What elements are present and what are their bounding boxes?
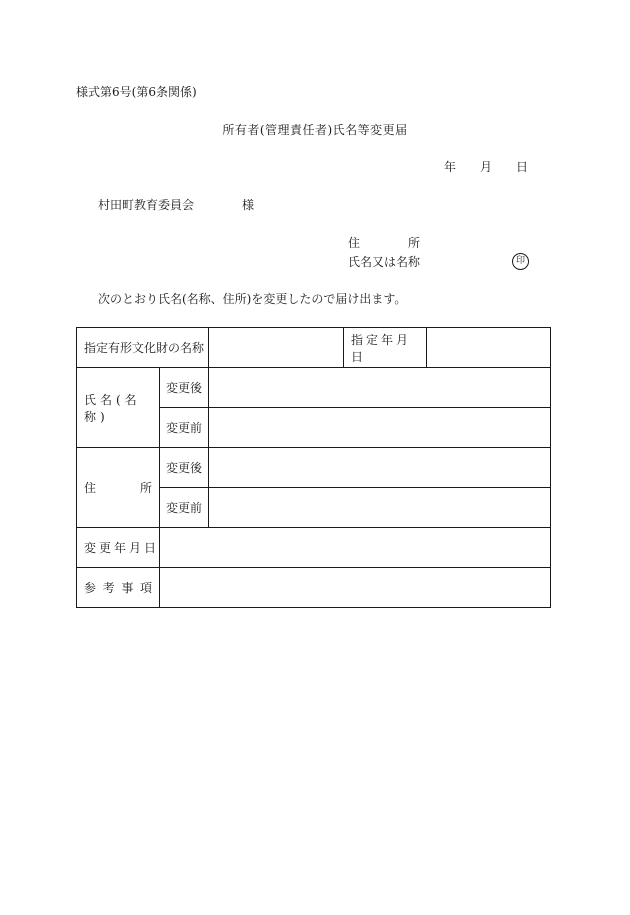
date-year-label: 年 (444, 160, 457, 174)
remarks-label-char-4: 項 (139, 581, 152, 595)
name-after-label: 変更後 (160, 368, 209, 408)
designation-date-text: 指定年月日 (351, 332, 412, 364)
address-label-char-1: 住 (84, 481, 97, 495)
date-month-label: 月 (480, 160, 493, 174)
applicant-address-label (348, 237, 420, 249)
name-label-text: 氏名(名称) (84, 392, 141, 424)
asset-name-label: 指定有形文化財の名称 (77, 328, 209, 368)
name-after-value[interactable] (209, 368, 551, 408)
remarks-label-char-3: 事 (121, 581, 134, 595)
asset-name-value[interactable] (209, 328, 344, 368)
designation-date-label (344, 328, 427, 368)
name-label (77, 368, 160, 448)
table-row (77, 448, 551, 488)
address-after-value[interactable] (209, 448, 551, 488)
honorific: 様 (242, 198, 255, 212)
address-after-label: 変更後 (160, 448, 209, 488)
remarks-label-char-1: 参 (84, 581, 97, 595)
date-day-label: 日 (516, 160, 529, 174)
address-before-label: 変更前 (160, 488, 209, 528)
remarks-label-char-2: 考 (102, 581, 115, 595)
address-before-value[interactable] (209, 488, 551, 528)
table-row (77, 568, 551, 608)
address-label-char-2: 所 (139, 481, 152, 495)
form-title: 所有者(管理責任者)氏名等変更届 (222, 123, 408, 137)
change-notification-table (76, 327, 551, 608)
applicant-address-char-1: 住 (348, 236, 361, 250)
remarks-value[interactable] (160, 568, 551, 608)
change-date-text: 変更年月日 (84, 541, 160, 555)
addressee: 村田町教育委員会 (98, 198, 195, 212)
change-date-label (77, 528, 160, 568)
table-row (77, 368, 551, 408)
applicant-name-label: 氏名又は名称 (348, 255, 421, 269)
change-date-value[interactable] (160, 528, 551, 568)
statement-text: 次のとおり氏名(名称、住所)を変更したので届け出ます。 (98, 292, 407, 306)
applicant-address-char-2: 所 (407, 236, 420, 250)
remarks-label (77, 568, 160, 608)
name-before-label: 変更前 (160, 408, 209, 448)
address-label (77, 448, 160, 528)
table-row (77, 528, 551, 568)
seal-mark: 印 (512, 253, 529, 270)
name-before-value[interactable] (209, 408, 551, 448)
form-number: 様式第6号(第6条関係) (76, 85, 197, 99)
designation-date-value[interactable] (427, 328, 551, 368)
table-row (77, 328, 551, 368)
